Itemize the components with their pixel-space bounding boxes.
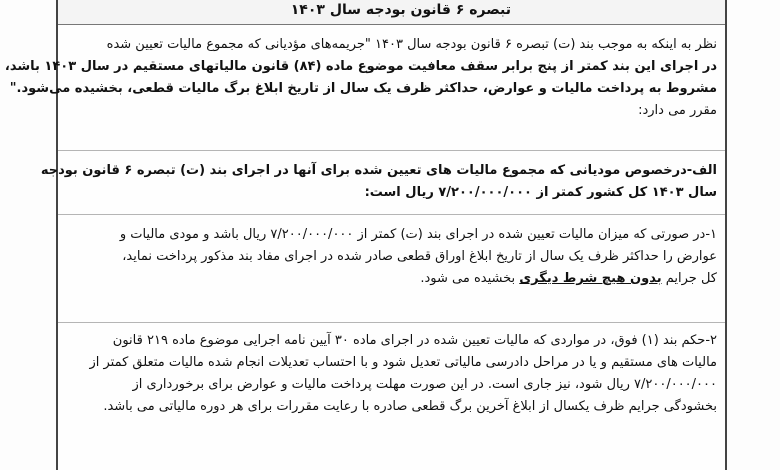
item-2-line-2: مالیات های مستقیم و یا در مراحل دادرسی مالیاتی تعدیل شود و با احتساب تعدیلات انجام شده مالیات متعلق کمتر از <box>89 355 717 370</box>
item-1-line-3-before: کل جرایم <box>665 271 717 286</box>
item-1-line-1: ۱-در صورتی که میزان مالیات تعیین شده در اجرای بند (ت) کمتر از ۷/۲۰۰/۰۰۰/۰۰۰ ریال باشد و مودی مالیات و <box>119 227 717 242</box>
divider-1 <box>58 150 725 151</box>
header-bar <box>58 0 725 25</box>
divider-3 <box>58 322 725 323</box>
intro-line-1: نظر به اینکه به موجب بند (ت) تبصره ۶ قانون بودجه سال ۱۴۰۳ "جریمه‌های مؤدیانی که مجموع مالیات تعیین شده <box>106 37 717 52</box>
item-1-paragraph <box>62 224 717 290</box>
item-1-line-3-after: بخشیده می شود. <box>420 271 516 286</box>
item-1-line-3 <box>62 268 717 290</box>
intro-line-3: مشروط به پرداخت مالیات و عوارض، حداکثر ظرف یک سال از تاریخ ابلاغ برگ مالیات قطعی، بخشیده می‌شود." <box>9 81 717 96</box>
item-2-line-1: ۲-حکم بند (۱) فوق، در مواردی که مالیات تعیین شده در اجرای ماده ۳۰ آیین نامه اجرایی موضوع ماده ۲۱۹ قانون <box>112 333 717 348</box>
intro-paragraph <box>4 34 717 122</box>
intro-line-4: مقرر می دارد: <box>638 103 717 118</box>
section-a-line-1: الف-درخصوص مودیانی که مجموع مالیات های تعیین شده برای آنها در اجرای بند (ت) تبصره ۶ قانون بودجه <box>40 163 717 178</box>
document-frame <box>4 0 727 470</box>
item-2-line-4: بخشودگی جرایم ظرف یکسال از ابلاغ آخرین برگ قطعی صادره با رعایت مقررات برای هر دوره مالیاتی می باشد. <box>103 399 717 414</box>
intro-line-2: در اجرای این بند کمتر از پنج برابر سقف معافیت موضوع ماده (۸۴) قانون مالیاتهای مستقیم در سال ۱۴۰۳ باشد، <box>4 59 717 74</box>
item-2-paragraph <box>62 330 717 418</box>
item-1-line-2: عوارض را حداکثر ظرف یک سال از تاریخ ابلاغ اوراق قطعی صادر شده در اجرای مفاد بند مذکور پرداخت نماید، <box>122 249 717 264</box>
section-a-heading <box>40 160 717 204</box>
document-title: تبصره ۶ قانون بودجه سال ۱۴۰۳ <box>290 2 511 18</box>
item-2-line-3: ۷/۲۰۰/۰۰۰/۰۰۰ ریال شود، نیز جاری است. در این صورت مهلت پرداخت مالیات و عوارض برای برخورداری از <box>132 377 717 392</box>
item-1-emphasis: بدون هیچ شرط دیگری <box>519 271 662 286</box>
section-a-line-2: سال ۱۴۰۳ کل کشور کمتر از ۷/۲۰۰/۰۰۰/۰۰۰ ریال است: <box>364 185 717 200</box>
divider-2 <box>58 214 725 215</box>
